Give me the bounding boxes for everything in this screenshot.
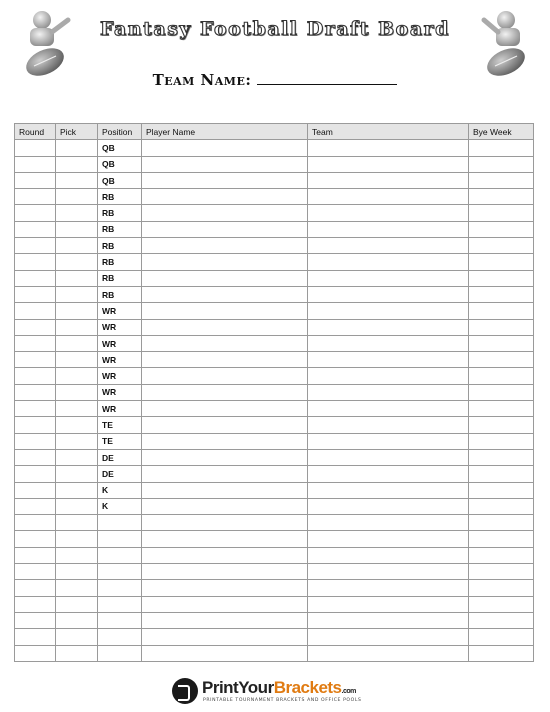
table-row xyxy=(15,564,534,580)
round-cell[interactable] xyxy=(15,580,56,596)
team-cell[interactable] xyxy=(308,645,469,661)
player-name-cell[interactable] xyxy=(142,547,308,563)
round-cell[interactable] xyxy=(15,449,56,465)
player-name-cell[interactable] xyxy=(142,515,308,531)
bye-week-cell[interactable] xyxy=(469,466,534,482)
team-cell[interactable] xyxy=(308,531,469,547)
position-cell: QB xyxy=(98,140,142,156)
player-name-cell[interactable] xyxy=(142,352,308,368)
team-cell[interactable] xyxy=(308,156,469,172)
pick-cell[interactable] xyxy=(56,466,98,482)
player-name-cell[interactable] xyxy=(142,335,308,351)
position-cell: K xyxy=(98,498,142,514)
team-cell[interactable] xyxy=(308,270,469,286)
pick-cell[interactable] xyxy=(56,629,98,645)
bye-week-cell[interactable] xyxy=(469,140,534,156)
player-name-cell[interactable] xyxy=(142,449,308,465)
bye-week-cell[interactable] xyxy=(469,221,534,237)
team-cell[interactable] xyxy=(308,352,469,368)
bye-week-cell[interactable] xyxy=(469,417,534,433)
bye-week-cell[interactable] xyxy=(469,629,534,645)
table-row xyxy=(15,368,534,384)
bye-week-cell[interactable] xyxy=(469,515,534,531)
pick-cell[interactable] xyxy=(56,221,98,237)
player-name-cell[interactable] xyxy=(142,319,308,335)
bye-week-cell[interactable] xyxy=(469,531,534,547)
pick-cell[interactable] xyxy=(56,645,98,661)
column-header-player-name: Player Name xyxy=(142,124,308,140)
team-cell[interactable] xyxy=(308,449,469,465)
column-header-position: Position xyxy=(98,124,142,140)
pick-cell[interactable] xyxy=(56,189,98,205)
team-cell[interactable] xyxy=(308,612,469,628)
pick-cell[interactable] xyxy=(56,417,98,433)
player-name-cell[interactable] xyxy=(142,564,308,580)
round-cell[interactable] xyxy=(15,612,56,628)
round-cell[interactable] xyxy=(15,270,56,286)
pick-cell[interactable] xyxy=(56,270,98,286)
player-name-cell[interactable] xyxy=(142,645,308,661)
pick-cell[interactable] xyxy=(56,335,98,351)
table-row xyxy=(15,189,534,205)
pick-cell[interactable] xyxy=(56,238,98,254)
table-row xyxy=(15,612,534,628)
position-cell: DE xyxy=(98,449,142,465)
round-cell[interactable] xyxy=(15,515,56,531)
position-cell: QB xyxy=(98,172,142,188)
team-cell[interactable] xyxy=(308,401,469,417)
player-name-cell[interactable] xyxy=(142,303,308,319)
position-cell xyxy=(98,629,142,645)
table-row xyxy=(15,401,534,417)
position-cell xyxy=(98,531,142,547)
player-name-cell[interactable] xyxy=(142,531,308,547)
team-cell[interactable] xyxy=(308,515,469,531)
position-cell: RB xyxy=(98,221,142,237)
round-cell[interactable] xyxy=(15,531,56,547)
table-row xyxy=(15,417,534,433)
position-cell xyxy=(98,547,142,563)
logo-part3: .com xyxy=(341,688,356,695)
pick-cell[interactable] xyxy=(56,205,98,221)
bye-week-cell[interactable] xyxy=(469,564,534,580)
round-cell[interactable] xyxy=(15,645,56,661)
player-name-cell[interactable] xyxy=(142,384,308,400)
logo-part2: Brackets xyxy=(273,678,342,697)
player-name-cell[interactable] xyxy=(142,629,308,645)
table-row xyxy=(15,140,534,156)
team-name-label: Team Name: xyxy=(152,71,252,89)
bye-week-cell[interactable] xyxy=(469,205,534,221)
player-name-cell[interactable] xyxy=(142,205,308,221)
round-cell[interactable] xyxy=(15,335,56,351)
table-row xyxy=(15,629,534,645)
team-cell[interactable] xyxy=(308,238,469,254)
table-row xyxy=(15,205,534,221)
pick-cell[interactable] xyxy=(56,515,98,531)
team-cell[interactable] xyxy=(308,482,469,498)
table-row xyxy=(15,596,534,612)
bye-week-cell[interactable] xyxy=(469,482,534,498)
logo-wordmark xyxy=(202,678,356,698)
round-cell[interactable] xyxy=(15,221,56,237)
team-cell[interactable] xyxy=(308,466,469,482)
round-cell[interactable] xyxy=(15,368,56,384)
position-cell xyxy=(98,596,142,612)
player-name-cell[interactable] xyxy=(142,433,308,449)
round-cell[interactable] xyxy=(15,466,56,482)
pick-cell[interactable] xyxy=(56,482,98,498)
team-cell[interactable] xyxy=(308,368,469,384)
bye-week-cell[interactable] xyxy=(469,449,534,465)
round-cell[interactable] xyxy=(15,303,56,319)
player-name-cell[interactable] xyxy=(142,417,308,433)
player-name-cell[interactable] xyxy=(142,286,308,302)
page-title: Fantasy Football Draft Board xyxy=(100,18,450,40)
pick-cell[interactable] xyxy=(56,303,98,319)
bye-week-cell[interactable] xyxy=(469,156,534,172)
footer-logo xyxy=(172,676,382,708)
position-cell: RB xyxy=(98,254,142,270)
position-cell xyxy=(98,515,142,531)
bye-week-cell[interactable] xyxy=(469,612,534,628)
pick-cell[interactable] xyxy=(56,172,98,188)
team-cell[interactable] xyxy=(308,319,469,335)
column-header-pick: Pick xyxy=(56,124,98,140)
position-cell xyxy=(98,612,142,628)
player-name-cell[interactable] xyxy=(142,221,308,237)
pick-cell[interactable] xyxy=(56,254,98,270)
round-cell[interactable] xyxy=(15,156,56,172)
player-name-cell[interactable] xyxy=(142,466,308,482)
bye-week-cell[interactable] xyxy=(469,645,534,661)
team-cell[interactable] xyxy=(308,335,469,351)
table-row xyxy=(15,466,534,482)
player-name-cell[interactable] xyxy=(142,254,308,270)
team-cell[interactable] xyxy=(308,303,469,319)
team-cell[interactable] xyxy=(308,254,469,270)
column-header-bye-week: Bye Week xyxy=(469,124,534,140)
team-cell[interactable] xyxy=(308,189,469,205)
position-cell: WR xyxy=(98,352,142,368)
pick-cell[interactable] xyxy=(56,612,98,628)
position-cell xyxy=(98,580,142,596)
team-cell[interactable] xyxy=(308,629,469,645)
bracket-logo-icon xyxy=(172,678,198,704)
bye-week-cell[interactable] xyxy=(469,368,534,384)
pick-cell[interactable] xyxy=(56,156,98,172)
round-cell[interactable] xyxy=(15,189,56,205)
pick-cell[interactable] xyxy=(56,580,98,596)
table-row xyxy=(15,449,534,465)
table-row xyxy=(15,221,534,237)
position-cell: RB xyxy=(98,205,142,221)
player-name-cell[interactable] xyxy=(142,401,308,417)
player-name-cell[interactable] xyxy=(142,270,308,286)
pick-cell[interactable] xyxy=(56,368,98,384)
pick-cell[interactable] xyxy=(56,531,98,547)
team-cell[interactable] xyxy=(308,172,469,188)
draft-board-table xyxy=(14,123,534,662)
bye-week-cell[interactable] xyxy=(469,547,534,563)
logo-part1: PrintYour xyxy=(202,678,274,697)
position-cell: RB xyxy=(98,270,142,286)
team-cell[interactable] xyxy=(308,433,469,449)
round-cell[interactable] xyxy=(15,384,56,400)
team-cell[interactable] xyxy=(308,221,469,237)
bye-week-cell[interactable] xyxy=(469,335,534,351)
pick-cell[interactable] xyxy=(56,498,98,514)
position-cell: WR xyxy=(98,319,142,335)
pick-cell[interactable] xyxy=(56,433,98,449)
team-cell[interactable] xyxy=(308,417,469,433)
column-header-team: Team xyxy=(308,124,469,140)
table-row xyxy=(15,172,534,188)
table-row xyxy=(15,286,534,302)
team-cell[interactable] xyxy=(308,205,469,221)
table-row xyxy=(15,319,534,335)
bye-week-cell[interactable] xyxy=(469,498,534,514)
player-name-cell[interactable] xyxy=(142,482,308,498)
round-cell[interactable] xyxy=(15,482,56,498)
round-cell[interactable] xyxy=(15,254,56,270)
round-cell[interactable] xyxy=(15,564,56,580)
bye-week-cell[interactable] xyxy=(469,303,534,319)
player-name-cell[interactable] xyxy=(142,156,308,172)
position-cell: DE xyxy=(98,466,142,482)
player-name-cell[interactable] xyxy=(142,498,308,514)
bye-week-cell[interactable] xyxy=(469,286,534,302)
table-row xyxy=(15,645,534,661)
team-cell[interactable] xyxy=(308,286,469,302)
pick-cell[interactable] xyxy=(56,449,98,465)
bye-week-cell[interactable] xyxy=(469,189,534,205)
player-name-cell[interactable] xyxy=(142,580,308,596)
pick-cell[interactable] xyxy=(56,564,98,580)
pick-cell[interactable] xyxy=(56,547,98,563)
table-row xyxy=(15,580,534,596)
team-cell[interactable] xyxy=(308,564,469,580)
round-cell[interactable] xyxy=(15,319,56,335)
table-row xyxy=(15,254,534,270)
player-name-cell[interactable] xyxy=(142,612,308,628)
player-name-cell[interactable] xyxy=(142,368,308,384)
round-cell[interactable] xyxy=(15,401,56,417)
pick-cell[interactable] xyxy=(56,286,98,302)
table-row xyxy=(15,384,534,400)
team-cell[interactable] xyxy=(308,140,469,156)
table-row xyxy=(15,498,534,514)
player-name-cell[interactable] xyxy=(142,189,308,205)
position-cell xyxy=(98,645,142,661)
player-name-cell[interactable] xyxy=(142,238,308,254)
team-cell[interactable] xyxy=(308,580,469,596)
position-cell xyxy=(98,564,142,580)
table-row xyxy=(15,238,534,254)
player-name-cell[interactable] xyxy=(142,172,308,188)
pick-cell[interactable] xyxy=(56,401,98,417)
bye-week-cell[interactable] xyxy=(469,401,534,417)
round-cell[interactable] xyxy=(15,547,56,563)
table-row xyxy=(15,547,534,563)
position-cell: WR xyxy=(98,368,142,384)
bye-week-cell[interactable] xyxy=(469,172,534,188)
team-name-line xyxy=(0,70,550,89)
position-cell: RB xyxy=(98,286,142,302)
column-header-round: Round xyxy=(15,124,56,140)
table-row xyxy=(15,433,534,449)
table-row xyxy=(15,303,534,319)
round-cell[interactable] xyxy=(15,433,56,449)
round-cell[interactable] xyxy=(15,172,56,188)
position-cell: K xyxy=(98,482,142,498)
pick-cell[interactable] xyxy=(56,384,98,400)
bye-week-cell[interactable] xyxy=(469,384,534,400)
round-cell[interactable] xyxy=(15,205,56,221)
position-cell: RB xyxy=(98,189,142,205)
bye-week-cell[interactable] xyxy=(469,352,534,368)
round-cell[interactable] xyxy=(15,140,56,156)
bye-week-cell[interactable] xyxy=(469,596,534,612)
pick-cell[interactable] xyxy=(56,352,98,368)
bye-week-cell[interactable] xyxy=(469,238,534,254)
round-cell[interactable] xyxy=(15,596,56,612)
team-cell[interactable] xyxy=(308,384,469,400)
table-row xyxy=(15,270,534,286)
round-cell[interactable] xyxy=(15,498,56,514)
round-cell[interactable] xyxy=(15,286,56,302)
table-row xyxy=(15,482,534,498)
pick-cell[interactable] xyxy=(56,319,98,335)
logo-tagline: PRINTABLE TOURNAMENT BRACKETS AND OFFICE POOLS xyxy=(203,698,362,703)
table-row xyxy=(15,531,534,547)
table-row xyxy=(15,352,534,368)
position-cell: WR xyxy=(98,401,142,417)
round-cell[interactable] xyxy=(15,629,56,645)
team-cell[interactable] xyxy=(308,596,469,612)
position-cell: WR xyxy=(98,335,142,351)
team-name-blank[interactable] xyxy=(257,70,397,85)
position-cell: TE xyxy=(98,417,142,433)
pick-cell[interactable] xyxy=(56,140,98,156)
bye-week-cell[interactable] xyxy=(469,319,534,335)
round-cell[interactable] xyxy=(15,238,56,254)
table-row xyxy=(15,335,534,351)
bye-week-cell[interactable] xyxy=(469,270,534,286)
position-cell: WR xyxy=(98,303,142,319)
team-cell[interactable] xyxy=(308,498,469,514)
team-cell[interactable] xyxy=(308,547,469,563)
bye-week-cell[interactable] xyxy=(469,254,534,270)
round-cell[interactable] xyxy=(15,417,56,433)
round-cell[interactable] xyxy=(15,352,56,368)
bye-week-cell[interactable] xyxy=(469,580,534,596)
player-name-cell[interactable] xyxy=(142,596,308,612)
position-cell: RB xyxy=(98,238,142,254)
pick-cell[interactable] xyxy=(56,596,98,612)
player-name-cell[interactable] xyxy=(142,140,308,156)
position-cell: WR xyxy=(98,384,142,400)
table-header-row xyxy=(15,124,534,140)
position-cell: QB xyxy=(98,156,142,172)
table-row xyxy=(15,515,534,531)
position-cell: TE xyxy=(98,433,142,449)
bye-week-cell[interactable] xyxy=(469,433,534,449)
table-row xyxy=(15,156,534,172)
